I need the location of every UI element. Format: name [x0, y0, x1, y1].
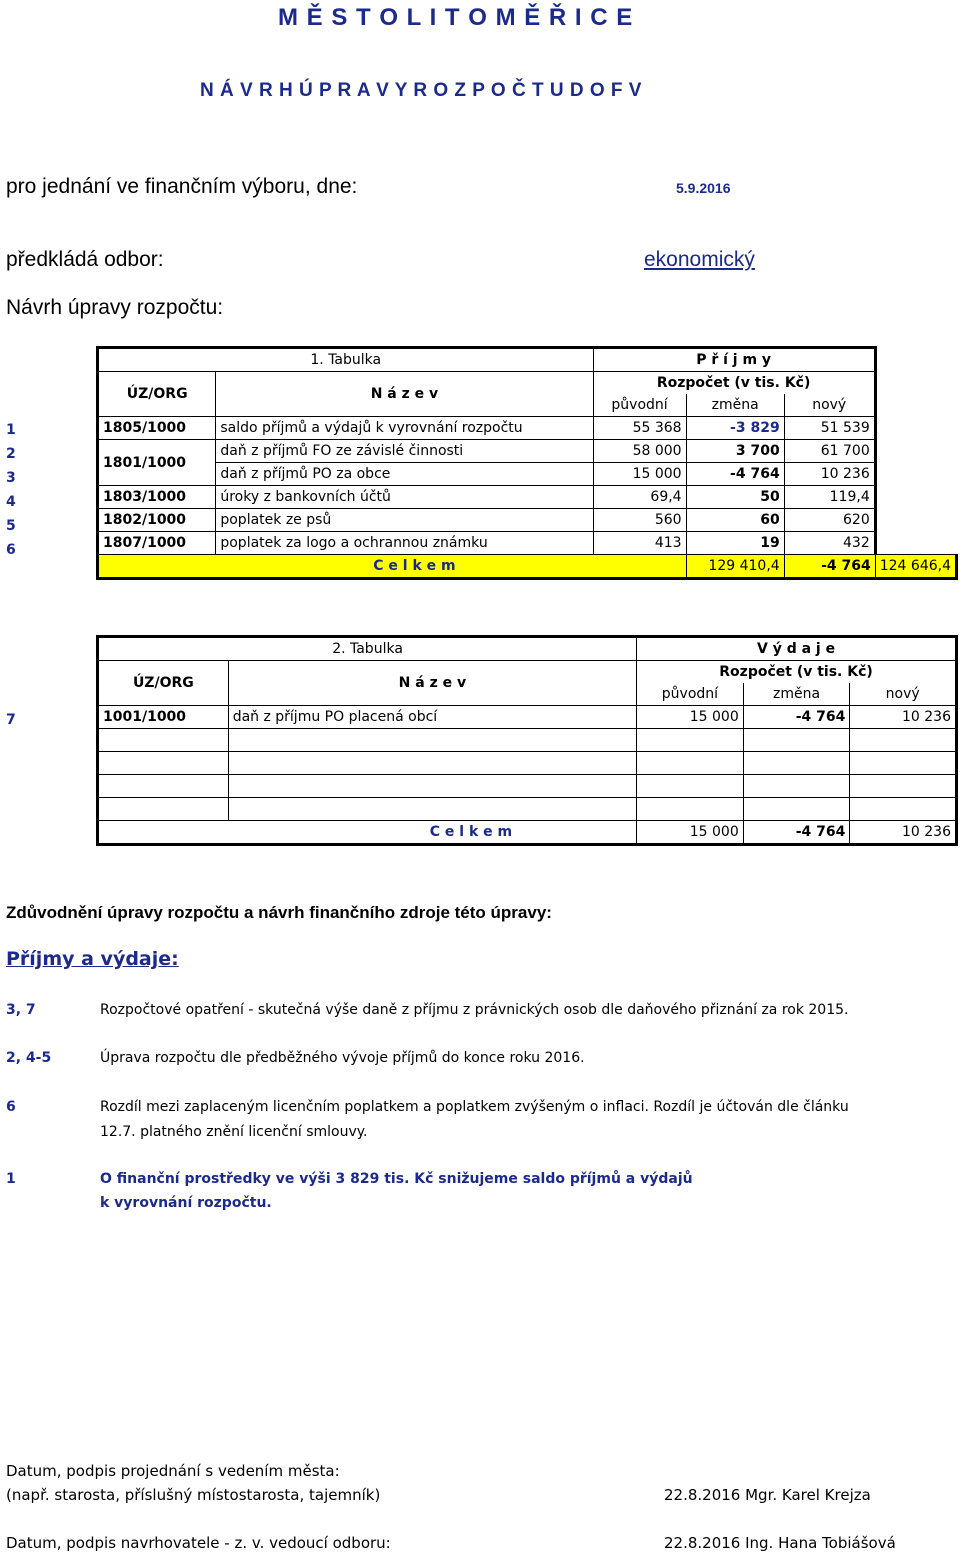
cell-orig: 413: [593, 532, 686, 555]
row-number: 4: [6, 494, 16, 510]
col-new-header: nový: [784, 394, 875, 417]
cell-new: 620: [784, 509, 875, 532]
justification-subheading: Příjmy a výdaje:: [6, 948, 179, 970]
proposal-label: Návrh úpravy rozpočtu:: [6, 296, 224, 319]
meeting-date: 5.9.2016: [676, 180, 731, 196]
col-orig-header: původní: [593, 394, 686, 417]
total-new: 10 236: [850, 821, 957, 845]
table1-section: P ř í j m y: [593, 348, 875, 372]
cell-orig: 15 000: [593, 463, 686, 486]
cell-orig: 69,4: [593, 486, 686, 509]
cell-change: 19: [686, 532, 784, 555]
cell-orig: 58 000: [593, 440, 686, 463]
cell-org: 1801/1000: [98, 440, 216, 486]
justification-text-cont: 12.7. platného znění licenční smlouvy.: [100, 1124, 368, 1140]
cell-org: 1807/1000: [98, 532, 216, 555]
cell-org: 1803/1000: [98, 486, 216, 509]
table1-caption: 1. Tabulka: [98, 348, 594, 372]
cell-name: poplatek ze psů: [216, 509, 593, 532]
total-row: [98, 821, 957, 845]
income-table: [96, 346, 958, 580]
total-orig: 15 000: [637, 821, 744, 845]
table-row: [98, 486, 957, 509]
cell-orig: 55 368: [593, 417, 686, 440]
footer-sign1: 22.8.2016 Mgr. Karel Krejza: [664, 1486, 871, 1504]
table-row: [98, 706, 957, 729]
table-row: [98, 752, 957, 775]
justification-text: Rozpočtové opatření - skutečná výše daně z příjmu z právnických osob dle daňového přiznání za rok 2015.: [100, 1002, 849, 1018]
justification-ref: 2, 4-5: [6, 1050, 52, 1066]
total-new: 124 646,4: [875, 555, 956, 579]
justification-text: O finanční prostředky ve výši 3 829 tis. Kč snižujeme saldo příjmů a výdajů: [100, 1171, 693, 1187]
col-budget-header: Rozpočet (v tis. Kč): [637, 661, 957, 684]
total-change: -4 764: [784, 555, 875, 579]
col-orig-header: původní: [637, 683, 744, 706]
row-number: 7: [6, 712, 16, 728]
row-number: 5: [6, 518, 16, 534]
dept-label: předkládá odbor:: [6, 248, 164, 271]
cell-change: -4 764: [686, 463, 784, 486]
cell-orig: 560: [593, 509, 686, 532]
expense-table: [96, 635, 958, 846]
table-row: [98, 775, 957, 798]
cell-change: 50: [686, 486, 784, 509]
footer-line2: (např. starosta, příslušný místostarosta, tajemník): [6, 1486, 381, 1504]
table-row: [98, 417, 957, 440]
col-change-header: změna: [743, 683, 850, 706]
total-row: [98, 555, 957, 579]
justification-heading: Zdůvodnění úpravy rozpočtu a návrh finančního zdroje této úpravy:: [6, 903, 552, 922]
cell-new: 61 700: [784, 440, 875, 463]
dept-link[interactable]: ekonomický: [644, 248, 755, 271]
justification-text: Úprava rozpočtu dle předběžného vývoje příjmů do konce roku 2016.: [100, 1050, 585, 1066]
cell-orig: 15 000: [637, 706, 744, 729]
justification-ref: 1: [6, 1171, 16, 1187]
col-name-header: N á z e v: [216, 372, 593, 417]
cell-name: úroky z bankovních účtů: [216, 486, 593, 509]
cell-org: 1802/1000: [98, 509, 216, 532]
row-number: 1: [6, 422, 16, 438]
table-row: [98, 532, 957, 555]
cell-new: 432: [784, 532, 875, 555]
footer-sign2: 22.8.2016 Ing. Hana Tobiášová: [664, 1534, 896, 1552]
justification-text-cont: k vyrovnání rozpočtu.: [100, 1195, 272, 1211]
cell-change: -4 764: [743, 706, 850, 729]
justification-ref: 6: [6, 1099, 16, 1115]
table2-caption: 2. Tabulka: [98, 637, 637, 661]
cell-new: 51 539: [784, 417, 875, 440]
cell-org: 1805/1000: [98, 417, 216, 440]
row-number: 6: [6, 542, 16, 558]
table-row: [98, 798, 957, 821]
meeting-label: pro jednání ve finančním výboru, dne:: [6, 175, 358, 198]
col-name-header: N á z e v: [228, 661, 636, 706]
col-new-header: nový: [850, 683, 957, 706]
cell-change: -3 829: [686, 417, 784, 440]
total-label: C e l k e m: [98, 821, 637, 845]
cell-name: poplatek za logo a ochrannou známku: [216, 532, 593, 555]
row-number: 3: [6, 470, 16, 486]
page-subtitle: N Á V R H Ú P R A V Y R O Z P O Č T U D O F V: [200, 80, 642, 101]
table-row: [98, 729, 957, 752]
cell-name: daň z příjmů PO za obce: [216, 463, 593, 486]
cell-name: daň z příjmů FO ze závislé činnosti: [216, 440, 593, 463]
cell-org: 1001/1000: [98, 706, 229, 729]
table-row: [98, 440, 957, 463]
justification-text: Rozdíl mezi zaplaceným licenčním poplatkem a poplatkem zvýšeným o inflaci. Rozdíl je účtován dle článku: [100, 1099, 849, 1115]
cell-new: 119,4: [784, 486, 875, 509]
page-title: M Ě S T O L I T O M Ě Ř I C E: [278, 4, 634, 31]
footer-line1: Datum, podpis projednání s vedením města:: [6, 1462, 340, 1480]
col-change-header: změna: [686, 394, 784, 417]
col-org-header: ÚZ/ORG: [98, 661, 229, 706]
col-org-header: ÚZ/ORG: [98, 372, 216, 417]
table2-section: V ý d a j e: [637, 637, 957, 661]
total-label: C e l k e m: [98, 555, 687, 579]
row-number: 2: [6, 446, 16, 462]
cell-new: 10 236: [850, 706, 957, 729]
col-budget-header: Rozpočet (v tis. Kč): [593, 372, 875, 395]
table-row: [98, 463, 957, 486]
justification-ref: 3, 7: [6, 1002, 36, 1018]
cell-change: 3 700: [686, 440, 784, 463]
total-change: -4 764: [743, 821, 850, 845]
total-orig: 129 410,4: [686, 555, 784, 579]
cell-name: daň z příjmu PO placená obcí: [228, 706, 636, 729]
footer-line3: Datum, podpis navrhovatele - z. v. vedoucí odboru:: [6, 1534, 391, 1552]
cell-name: saldo příjmů a výdajů k vyrovnání rozpočtu: [216, 417, 593, 440]
table-row: [98, 509, 957, 532]
cell-new: 10 236: [784, 463, 875, 486]
cell-change: 60: [686, 509, 784, 532]
